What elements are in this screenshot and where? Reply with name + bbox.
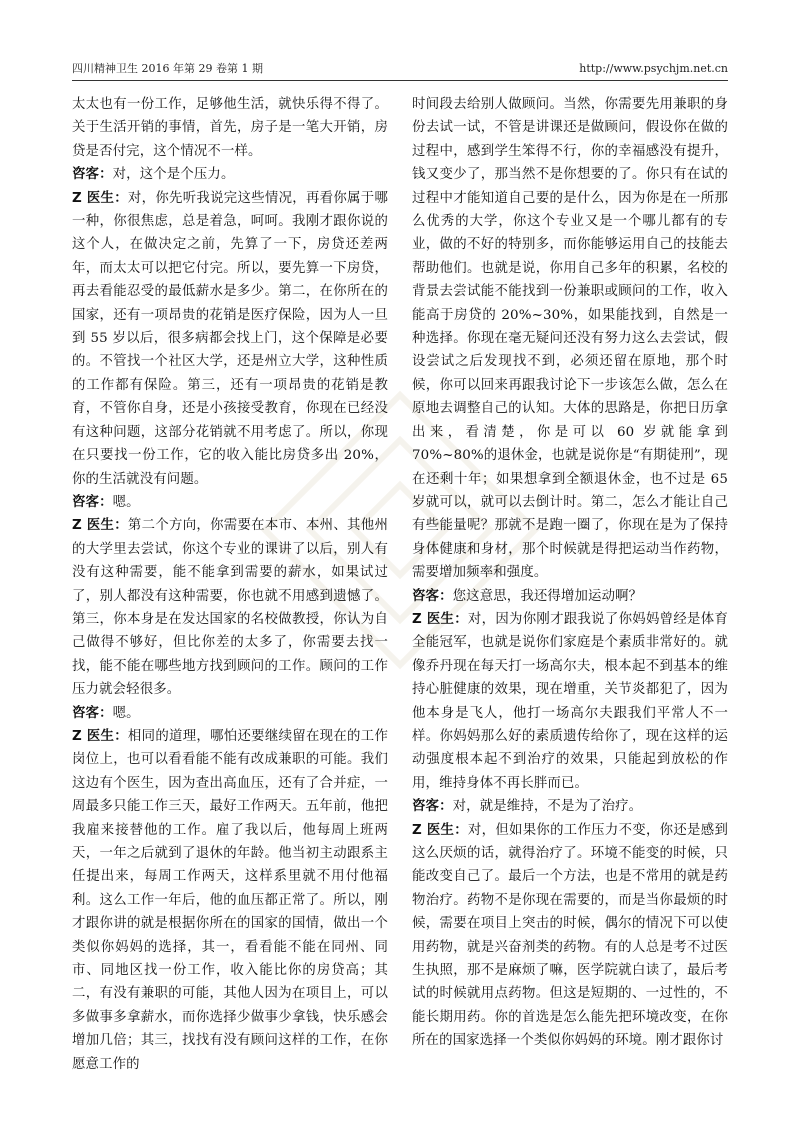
paragraph: 咨客：您这意思，我还得增加运动啊？ [412,588,643,604]
paragraph: 咨客：嗯。 [72,494,140,510]
paragraph: 咨客：对，这个是个压力。 [72,167,235,183]
paragraph: Z 医生：对，你先听我说完这些情况，再看你属于哪一种，你很焦虑，总是着急，呵呵。我刚才跟你说的这个人，在做决定之前，先算了一下，房贷还差两年，而太太可以把它付完。所以，要先算一下房贷，再去看能忍受的最低薪水是多少。第二，在你所在的国家，还有一项昂贵的花销是医疗保险，因为人一旦到 55 岁以后，很多病都会找上门，这个保障是必要的。不管找一个社区大学，还是州立大学，这种性质的工作都有保险。第三，还有一项昂贵的花销是教育，不管你自身，还是小孩接受教育，你现在已经没有这种问题，这部分花销就不用考虑了。所以，你现在只要找一份工作，它的收入能比房贷多出 20%，你的生活就没有问题。 [72,190,388,487]
header-rule [72,80,728,81]
journal-url: http://www.psychjm.net.cn [579,62,728,75]
paragraph: Z 医生：第二个方向，你需要在本市、本州、其他州的大学里去尝试，你这个专业的课讲了以后，别人有没有这种需要，能不能拿到需要的薪水，如果试过了，别人都没有这种需要，你也就不用感到遗憾了。第三，你本身是在发达国家的名校做教授，你认为自己做得不够好，但比你差的太多了，你需要去找一找，能不能在哪些地方找到顾问的工作。顾问的工作压力就会轻很多。 [72,518,388,698]
running-header [72,60,728,78]
journal-info: 四川精神卫生 2016 年第 29 卷第 1 期 [72,62,263,75]
paragraph: 太太也有一份工作，足够他生活，就快乐得不得了。关于生活开销的事情，首先，房子是一笔大开销，房贷是否付完，这个情况不一样。 [72,97,388,159]
paragraph: 时间段去给别人做顾问。当然，你需要先用兼职的身份去试一试，不管是讲课还是做顾问，假设你在做的过程中，感到学生笨得不行，你的幸福感没有提升，钱又变少了，那当然不是你想要的了。你只有在试的过程中才能知道自己要的是什么，因为你是在一所那么优秀的大学，你这个专业又是一个哪儿都有的专业，做的不好的特别多，而你能够运用自己的技能去帮助他们。也就是说，你用自己多年的积累，名校的背景去尝试能不能找到一份兼职或顾问的工作，收入能高于房贷的 20%~30%，如果能找到，自然是一种选择。你现在毫无疑问还没有努力这么去尝试，假设尝试之后发现找不到，必须还留在原地，那个时候，你可以回来再跟我讨论下一步该怎么做，怎么在原地去调整自己的认知。大体的思路是，你把日历拿出来，看清楚，你是可以 60 岁就能拿到 70%~80%的退休金，也就是说你是“有期徒刑”，现在还剩十年；如果想拿到全额退休金，也不过是 65 岁就可以，就可以去倒计时。第二，怎么才能让自己有些能量呢？那就不是跑一圈了，你现在是为了保持身体健康和身材，那个时候就是得把运动当作药物，需要增加频率和强度。 [412,97,728,581]
paragraph: 咨客：对，就是维持，不是为了治疗。 [412,799,643,815]
left-column [72,93,388,1076]
paragraph: Z 医生：对，因为你刚才跟我说了你妈妈曾经是体育全能冠军，也就是说你们家庭是个素质非常好的。就像乔丹现在每天打一场高尔夫，根本起不到基本的维持心脏健康的效果，现在增重，关节炎都犯了，因为他本身是飞人，他打一场高尔夫跟我们平常人不一样。你妈妈那么好的素质遗传给你了，现在这样的运动强度根本起不到治疗的效果，只能起到放松的作用，维持身体不再长胖而已。 [412,611,728,791]
paragraph: Z 医生：对，但如果你的工作压力不变，你还是感到这么厌烦的话，就得治疗了。环境不能变的时候，只能改变自己了。最后一个方法，也是不常用的就是药物治疗。药物不是你现在需要的，而是当你最烦的时候，需要在项目上突击的时候，偶尔的情况下可以使用药物，就是兴奋剂类的药物。有的人总是考不过医生执照，那不是麻烦了嘛，医学院就白读了，最后考试的时候就用点药物。但这是短期的、一过性的，不能长期用药。你的首选是怎么能先把环境改变，在你所在的国家选择一个类似你妈妈的环境。刚才跟你讨 [412,822,728,1049]
paragraph: Z 医生：相同的道理，哪怕还要继续留在现在的工作岗位上，也可以看看能不能有改成兼职的可能。我们这边有个医生，因为查出高血压，还有了合并症，一周最多只能工作三天，最好工作两天。五年前，他把我雇来接替他的工作。雇了我以后，他每周上班两天，一年之后就到了退休的年龄。他当初主动跟系主任提出来，每周工作两天，这样系里就不用付他福利。这么工作一年后，他的血压都正常了。所以，刚才跟你讲的就是根据你所在的国家的国情，做出一个类似你妈妈的选择，其一，看看能不能在同州、同市、同地区找一份工作，收入能比你的房贷高；其二，有没有兼职的可能，其他人因为在项目上，可以多做事多拿薪水，而你选择少做事少拿钱，快乐感会增加几倍；其三，找找有没有顾问这样的工作，在你愿意工作的 [72,728,388,1072]
paragraph: 咨客：嗯。 [72,705,140,721]
right-column [412,93,728,1053]
